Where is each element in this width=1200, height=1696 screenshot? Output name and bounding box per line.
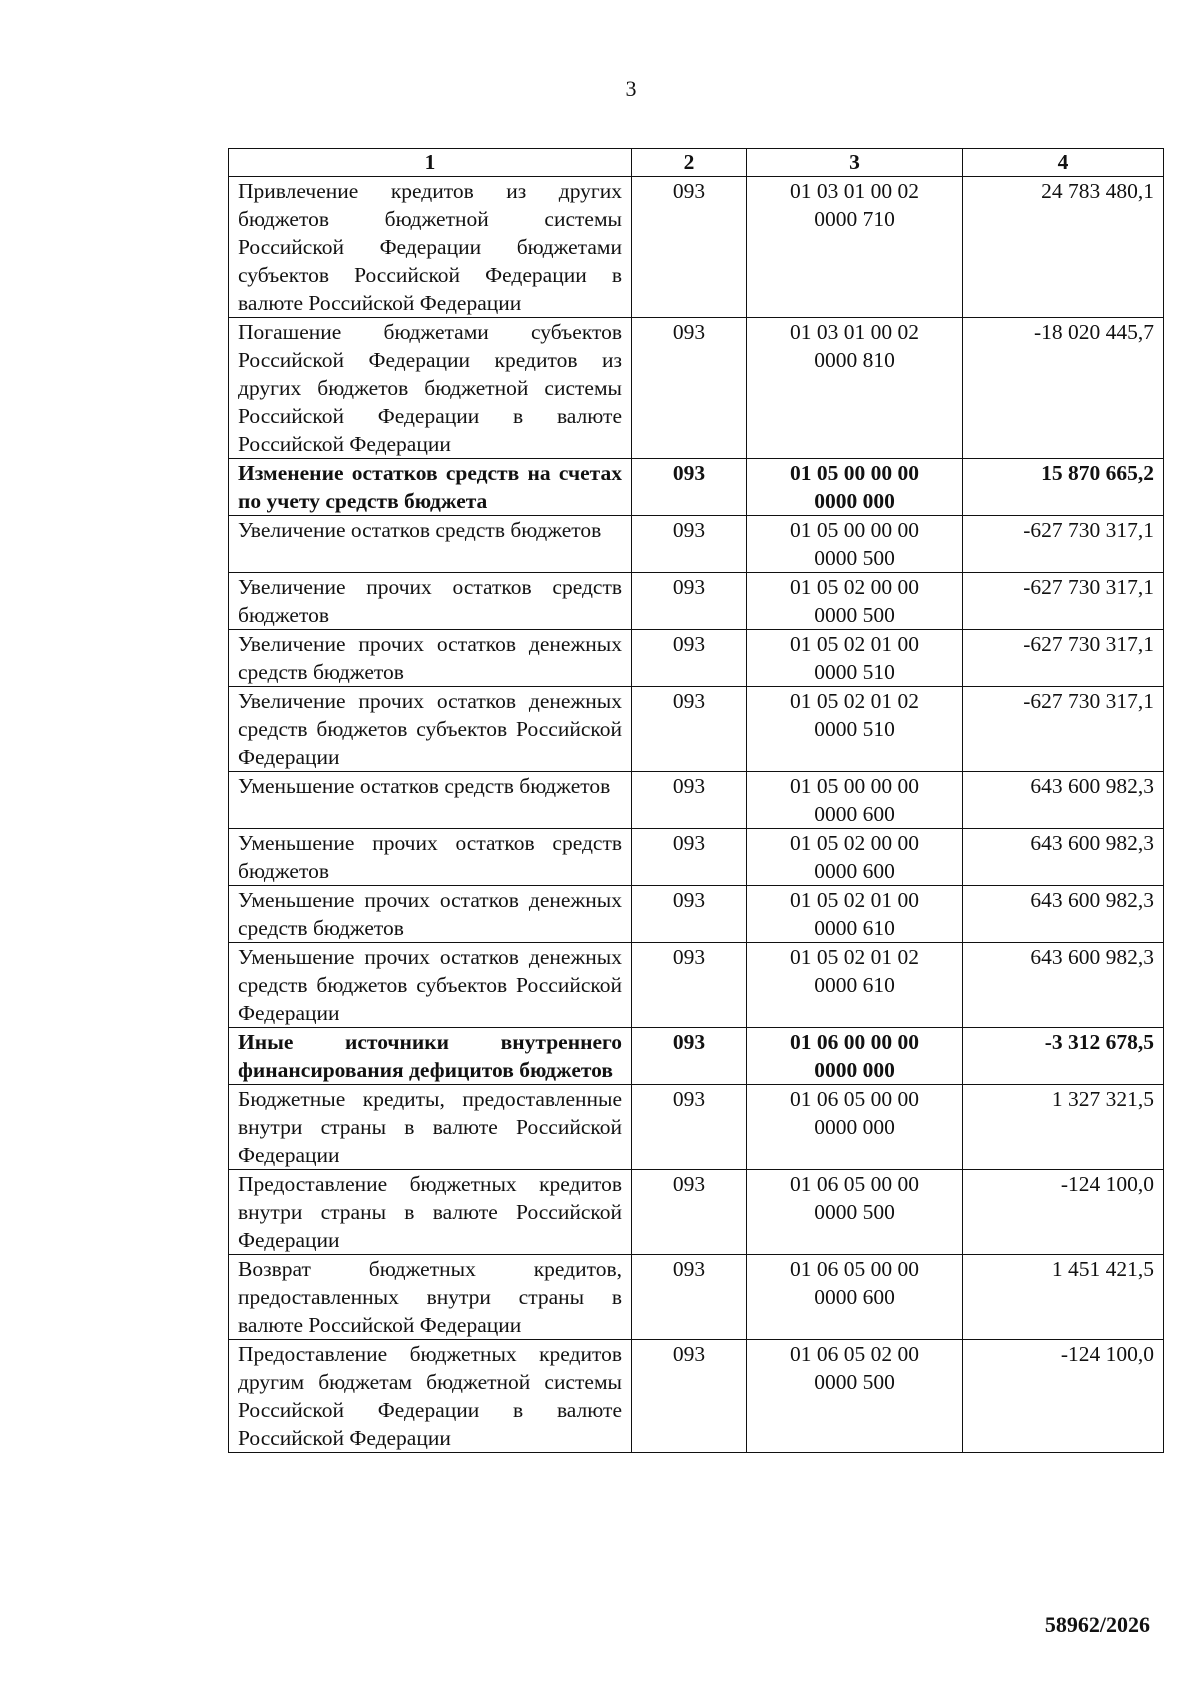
code-line-1: 01 05 02 01 00	[790, 632, 919, 656]
page-number: 3	[625, 76, 637, 101]
row-classification-code-cell	[747, 829, 963, 886]
row-name-cell: Уменьшение остатков средств бюджетов	[229, 772, 632, 829]
code-line-1: 01 03 01 00 02	[790, 179, 919, 203]
row-classification-code-cell	[747, 1085, 963, 1170]
row-name-cell: Предоставление бюджетных кредитов другим бюджетам бюджетной системы Российской Федерации в валюте Российской Федерации	[229, 1340, 632, 1453]
row-amount-cell: 24 783 480,1	[963, 177, 1164, 318]
code-line-1: 01 06 05 00 00	[790, 1257, 919, 1281]
code-line-2: 0000 500	[814, 546, 895, 570]
column-header-2: 2	[632, 149, 747, 177]
table-header-row	[229, 149, 1164, 177]
code-line-1: 01 03 01 00 02	[790, 320, 919, 344]
code-line-2: 0000 500	[814, 1370, 895, 1394]
budget-sources-table	[228, 148, 1164, 1453]
row-classification-code-cell	[747, 687, 963, 772]
row-admin-code-cell: 093	[632, 772, 747, 829]
row-classification-code-cell	[747, 886, 963, 943]
table-row	[229, 459, 1164, 516]
column-header-4: 4	[963, 149, 1164, 177]
code-line-1: 01 05 00 00 00	[790, 461, 919, 485]
row-admin-code-cell: 093	[632, 1340, 747, 1453]
row-classification-code-cell	[747, 943, 963, 1028]
row-admin-code-cell: 093	[632, 177, 747, 318]
row-amount-cell: -124 100,0	[963, 1340, 1164, 1453]
table-row	[229, 886, 1164, 943]
row-classification-code-cell	[747, 630, 963, 687]
row-name-cell: Уменьшение прочих остатков денежных средств бюджетов	[229, 886, 632, 943]
code-line-1: 01 05 00 00 00	[790, 774, 919, 798]
row-admin-code-cell: 093	[632, 516, 747, 573]
row-classification-code-cell	[747, 177, 963, 318]
row-name-cell: Предоставление бюджетных кредитов внутри страны в валюте Российской Федерации	[229, 1170, 632, 1255]
column-header-1: 1	[229, 149, 632, 177]
row-name-cell: Бюджетные кредиты, предоставленные внутри страны в валюте Российской Федерации	[229, 1085, 632, 1170]
row-admin-code-cell: 093	[632, 687, 747, 772]
code-line-2: 0000 510	[814, 717, 895, 741]
table-row	[229, 1255, 1164, 1340]
row-name-cell: Уменьшение прочих остатков средств бюджетов	[229, 829, 632, 886]
row-name-cell: Изменение остатков средств на счетах по учету средств бюджета	[229, 459, 632, 516]
code-line-2: 0000 600	[814, 1285, 895, 1309]
table-row	[229, 573, 1164, 630]
row-name-cell: Уменьшение прочих остатков денежных средств бюджетов субъектов Российской Федерации	[229, 943, 632, 1028]
row-name-cell: Увеличение остатков средств бюджетов	[229, 516, 632, 573]
table-row	[229, 687, 1164, 772]
code-line-1: 01 06 05 00 00	[790, 1172, 919, 1196]
row-name-cell: Увеличение прочих остатков денежных средств бюджетов	[229, 630, 632, 687]
row-classification-code-cell	[747, 573, 963, 630]
table-row	[229, 1340, 1164, 1453]
table-row	[229, 1085, 1164, 1170]
row-name-cell: Увеличение прочих остатков денежных средств бюджетов субъектов Российской Федерации	[229, 687, 632, 772]
row-amount-cell: 15 870 665,2	[963, 459, 1164, 516]
table-row	[229, 630, 1164, 687]
column-header-3: 3	[747, 149, 963, 177]
row-classification-code-cell	[747, 1340, 963, 1453]
row-amount-cell: -124 100,0	[963, 1170, 1164, 1255]
row-name-cell: Иные источники внутреннего финансирования дефицитов бюджетов	[229, 1028, 632, 1085]
row-amount-cell: 1 327 321,5	[963, 1085, 1164, 1170]
table-row	[229, 1028, 1164, 1085]
code-line-1: 01 05 02 00 00	[790, 575, 919, 599]
row-classification-code-cell	[747, 772, 963, 829]
row-name-cell: Возврат бюджетных кредитов, предоставленных внутри страны в валюте Российской Федерации	[229, 1255, 632, 1340]
table-row	[229, 829, 1164, 886]
row-admin-code-cell: 093	[632, 459, 747, 516]
row-amount-cell: -627 730 317,1	[963, 573, 1164, 630]
row-classification-code-cell	[747, 516, 963, 573]
code-line-2: 0000 500	[814, 603, 895, 627]
row-classification-code-cell	[747, 459, 963, 516]
code-line-1: 01 05 02 00 00	[790, 831, 919, 855]
code-line-1: 01 05 02 01 02	[790, 945, 919, 969]
row-amount-cell: -627 730 317,1	[963, 516, 1164, 573]
row-amount-cell: -627 730 317,1	[963, 687, 1164, 772]
code-line-2: 0000 710	[814, 207, 895, 231]
row-classification-code-cell	[747, 1028, 963, 1085]
row-amount-cell: -3 312 678,5	[963, 1028, 1164, 1085]
code-line-1: 01 06 05 02 00	[790, 1342, 919, 1366]
table-row	[229, 177, 1164, 318]
row-name-cell: Увеличение прочих остатков средств бюджетов	[229, 573, 632, 630]
code-line-2: 0000 610	[814, 973, 895, 997]
row-admin-code-cell: 093	[632, 829, 747, 886]
code-line-2: 0000 000	[814, 1058, 895, 1082]
row-admin-code-cell: 093	[632, 1085, 747, 1170]
code-line-2: 0000 510	[814, 660, 895, 684]
table-row	[229, 516, 1164, 573]
row-name-cell: Погашение бюджетами субъектов Российской Федерации кредитов из других бюджетов бюджетной системы Российской Федерации в валюте Российской Федерации	[229, 318, 632, 459]
row-classification-code-cell	[747, 1255, 963, 1340]
row-admin-code-cell: 093	[632, 318, 747, 459]
code-line-2: 0000 600	[814, 802, 895, 826]
row-amount-cell: 643 600 982,3	[963, 772, 1164, 829]
table-row	[229, 318, 1164, 459]
code-line-1: 01 06 05 00 00	[790, 1087, 919, 1111]
document-registration-number: 58962/2026	[1044, 1612, 1150, 1637]
code-line-2: 0000 000	[814, 489, 895, 513]
row-amount-cell: -627 730 317,1	[963, 630, 1164, 687]
code-line-1: 01 05 00 00 00	[790, 518, 919, 542]
row-admin-code-cell: 093	[632, 886, 747, 943]
table-row	[229, 943, 1164, 1028]
code-line-1: 01 06 00 00 00	[790, 1030, 919, 1054]
row-admin-code-cell: 093	[632, 573, 747, 630]
code-line-2: 0000 000	[814, 1115, 895, 1139]
row-admin-code-cell: 093	[632, 943, 747, 1028]
row-admin-code-cell: 093	[632, 1028, 747, 1085]
table-row	[229, 772, 1164, 829]
code-line-2: 0000 810	[814, 348, 895, 372]
row-admin-code-cell: 093	[632, 1170, 747, 1255]
row-name-cell: Привлечение кредитов из других бюджетов бюджетной системы Российской Федерации бюджетами субъектов Российской Федерации в валюте Российской Федерации	[229, 177, 632, 318]
code-line-1: 01 05 02 01 00	[790, 888, 919, 912]
code-line-1: 01 05 02 01 02	[790, 689, 919, 713]
row-classification-code-cell	[747, 1170, 963, 1255]
table-row	[229, 1170, 1164, 1255]
code-line-2: 0000 600	[814, 859, 895, 883]
code-line-2: 0000 500	[814, 1200, 895, 1224]
row-amount-cell: -18 020 445,7	[963, 318, 1164, 459]
row-amount-cell: 643 600 982,3	[963, 829, 1164, 886]
code-line-2: 0000 610	[814, 916, 895, 940]
table-body	[229, 177, 1164, 1453]
row-admin-code-cell: 093	[632, 630, 747, 687]
row-classification-code-cell	[747, 318, 963, 459]
row-amount-cell: 643 600 982,3	[963, 886, 1164, 943]
row-amount-cell: 1 451 421,5	[963, 1255, 1164, 1340]
row-amount-cell: 643 600 982,3	[963, 943, 1164, 1028]
row-admin-code-cell: 093	[632, 1255, 747, 1340]
